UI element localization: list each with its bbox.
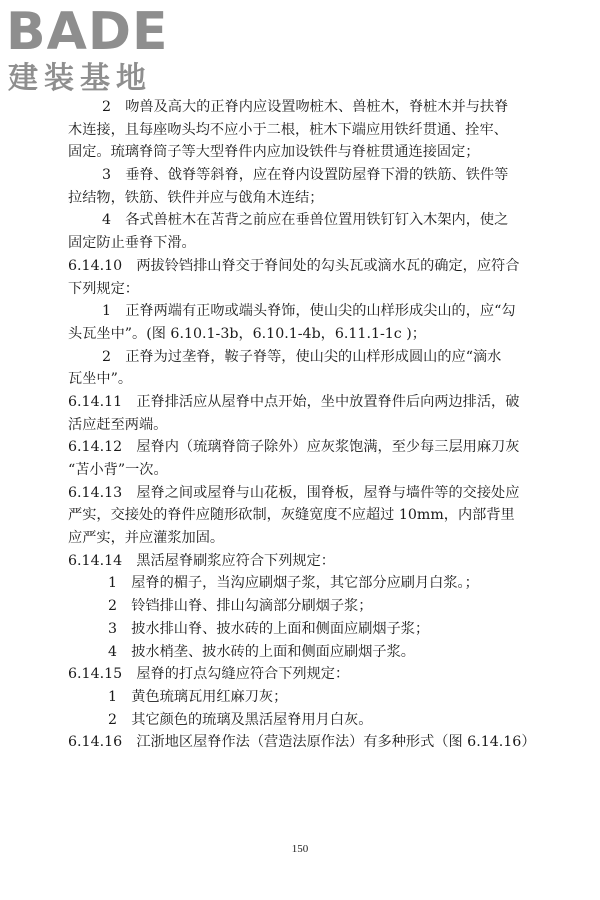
text-line: 6.14.13 屋脊之间或屋脊与山花板，围脊板，屋脊与墙件等的交接处应	[68, 484, 520, 501]
text-line: 3 垂脊、戗脊等斜脊，应在脊内设置防屋脊下滑的铁筋、铁件等	[102, 167, 509, 184]
text-line: 2 其它颜色的琉璃及黑活屋脊用月白灰。	[108, 711, 373, 728]
logo-brand-text: BADE	[6, 2, 169, 62]
text-line: 木连接，且每座吻头均不应小于二根，桩木下端应用铁纤贯通、拴牢、	[68, 121, 508, 138]
text-line: 严实，交接处的脊件应随形砍制，灰缝宽度不应超过 10mm，内部背里	[68, 507, 515, 524]
text-line: 3 披水排山脊、披水砖的上面和侧面应刷烟子浆；	[108, 620, 430, 637]
text-line: 1 黄色琉璃瓦用红麻刀灰；	[108, 688, 288, 705]
text-line: 活应赶至两端。	[68, 416, 168, 433]
text-line: 6.14.16 江浙地区屋脊作法（营造法原作法）有多种形式（图 6.14.16）	[68, 734, 536, 751]
page-number: 150	[291, 843, 309, 855]
text-line: 拉结物，铁筋、铁件并应与戗角木连结；	[68, 189, 324, 206]
text-line: 4 各式兽桩木在苫背之前应在垂兽位置用铁钉钉入木架内，使之	[102, 212, 509, 229]
text-line: 6.14.14 黑活屋脊刷浆应符合下列规定：	[68, 552, 335, 569]
text-line: 瓦坐中”。	[68, 371, 133, 388]
text-line: 2 正脊为过垄脊，鞍子脊等，使山尖的山样形成圆山的应“滴水	[102, 348, 502, 365]
text-line: 4 披水梢垄、披水砖的上面和侧面应刷烟子浆。	[108, 643, 415, 660]
text-line: 6.14.12 屋脊内（琉璃脊筒子除外）应灰浆饱满，至少每三层用麻刀灰	[68, 439, 520, 456]
text-line: 应严实，并应灌浆加固。	[68, 530, 225, 547]
text-line: 1 正脊两端有正吻或端头脊饰，使山尖的山样形成尖山的，应“勾	[102, 303, 516, 320]
text-line: 下列规定：	[68, 280, 139, 297]
text-line: 6.14.11 正脊排活应从屋脊中点开始，坐中放置脊件后向两边排活，破	[68, 393, 520, 410]
text-line: 2 吻兽及高大的正脊内应设置吻桩木、兽桩木，脊桩木并与扶脊	[102, 99, 509, 115]
text-line: “苫小背”一次。	[68, 462, 168, 478]
logo-subtitle-text: 建装基地	[8, 61, 152, 96]
document-body	[68, 96, 542, 754]
text-line: 6.14.15 屋脊的打点勾缝应符合下列规定：	[68, 666, 350, 683]
text-line: 2 铃铛排山脊、排山勾滴部分刷烟子浆；	[108, 598, 373, 615]
text-line: 1 屋脊的楣子，当沟应刷烟子浆，其它部分应刷月白浆。；	[108, 575, 479, 592]
text-line: 固定。琉璃脊筒子等大型脊件内应加设铁件与脊桩贯通连接固定；	[68, 144, 480, 161]
text-line: 头瓦坐中”。(图 6.10.1-3b，6.10.1-4b，6.11.1-1c )；	[68, 325, 426, 342]
text-line: 6.14.10 两拔铃铛排山脊交于脊间处的勾头瓦或滴水瓦的确定，应符合	[68, 257, 520, 274]
text-line: 固定防止垂脊下滑。	[68, 235, 196, 252]
bade-logo	[6, 4, 176, 99]
